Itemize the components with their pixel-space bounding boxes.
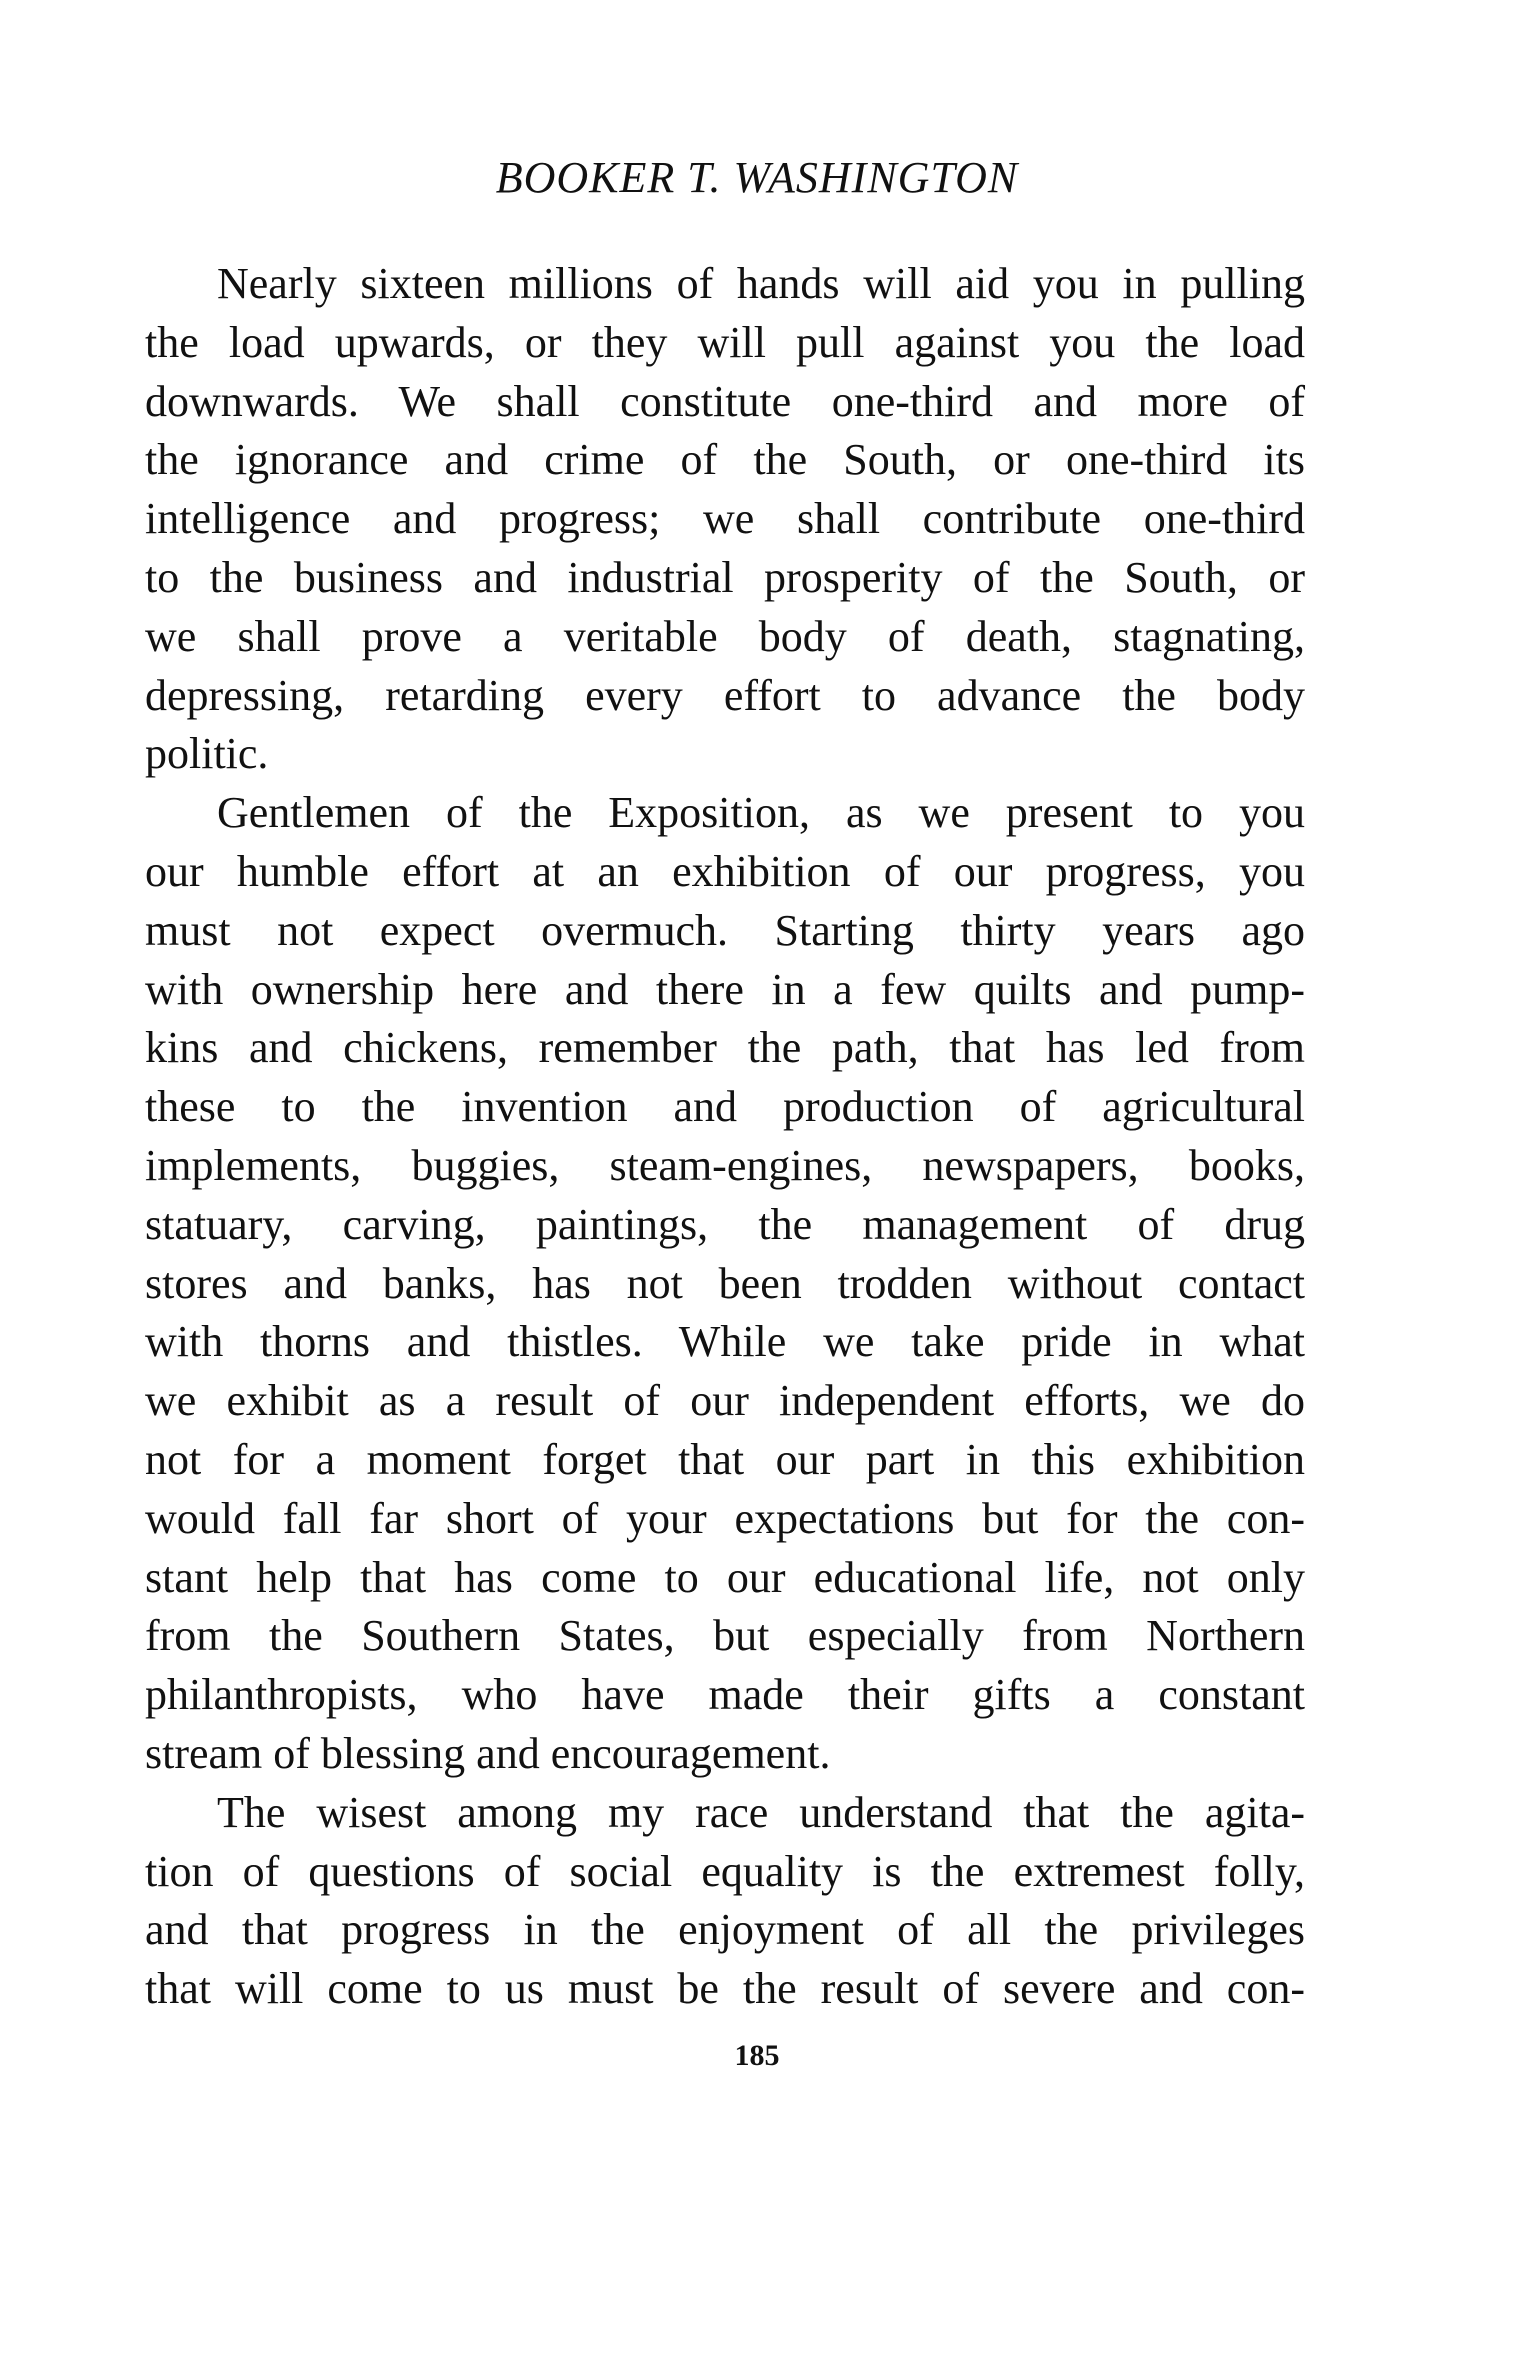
- text-line: would fall far short of your expectations but for the con-: [145, 1493, 1305, 1543]
- text-line: the ignorance and crime of the South, or one-third its: [145, 435, 1305, 485]
- body-text: [145, 255, 1305, 2019]
- text-line: we exhibit as a result of our independent efforts, we do: [145, 1376, 1305, 1426]
- text-line: these to the invention and production of agricultural: [145, 1082, 1305, 1132]
- text-line: The wisest among my race understand that the agita-: [217, 1787, 1305, 1837]
- text-line: tion of questions of social equality is the extremest folly,: [145, 1846, 1305, 1896]
- text-line: statuary, carving, paintings, the management of drug: [145, 1199, 1305, 1249]
- paragraph-3: [145, 1784, 1305, 2019]
- text-line: with ownership here and there in a few quilts and pump-: [145, 964, 1305, 1014]
- text-line: not for a moment forget that our part in this exhibition: [145, 1434, 1305, 1484]
- text-line: with thorns and thistles. While we take pride in what: [145, 1317, 1305, 1367]
- text-line: stant help that has come to our educational life, not only: [145, 1552, 1305, 1602]
- text-line: stream of blessing and encouragement.: [145, 1728, 831, 1778]
- text-line: downwards. We shall constitute one-third and more of: [145, 376, 1305, 426]
- text-line: the load upwards, or they will pull against you the load: [145, 317, 1305, 367]
- text-line: philanthropists, who have made their gifts a constant: [145, 1670, 1305, 1720]
- text-line: implements, buggies, steam-engines, newspapers, books,: [145, 1140, 1305, 1190]
- text-line: we shall prove a veritable body of death, stagnating,: [145, 611, 1305, 661]
- text-line: Nearly sixteen millions of hands will aid you in pulling: [217, 259, 1305, 308]
- text-line: depressing, retarding every effort to advance the body: [145, 670, 1305, 720]
- text-line: must not expect overmuch. Starting thirty years ago: [145, 905, 1305, 955]
- text-line: stores and banks, has not been trodden without contact: [145, 1258, 1305, 1308]
- text-line: intelligence and progress; we shall contribute one-third: [145, 494, 1305, 544]
- page-number: 185: [734, 2039, 780, 2072]
- text-line: to the business and industrial prosperity of the South, or: [145, 552, 1305, 602]
- text-line: from the Southern States, but especially from Northern: [145, 1611, 1305, 1661]
- text-line: and that progress in the enjoyment of all the privileges: [145, 1905, 1305, 1955]
- text-line: that will come to us must be the result of severe and con-: [145, 1964, 1305, 2014]
- paragraph-2: [145, 784, 1305, 1784]
- running-head: BOOKER T. WASHINGTON: [495, 153, 1019, 202]
- text-line: our humble effort at an exhibition of our progress, you: [145, 846, 1305, 896]
- text-line: Gentlemen of the Exposition, as we present to you: [217, 788, 1305, 838]
- text-line: politic.: [145, 729, 269, 779]
- text-line: kins and chickens, remember the path, that has led from: [145, 1023, 1305, 1073]
- paragraph-1: [145, 255, 1305, 784]
